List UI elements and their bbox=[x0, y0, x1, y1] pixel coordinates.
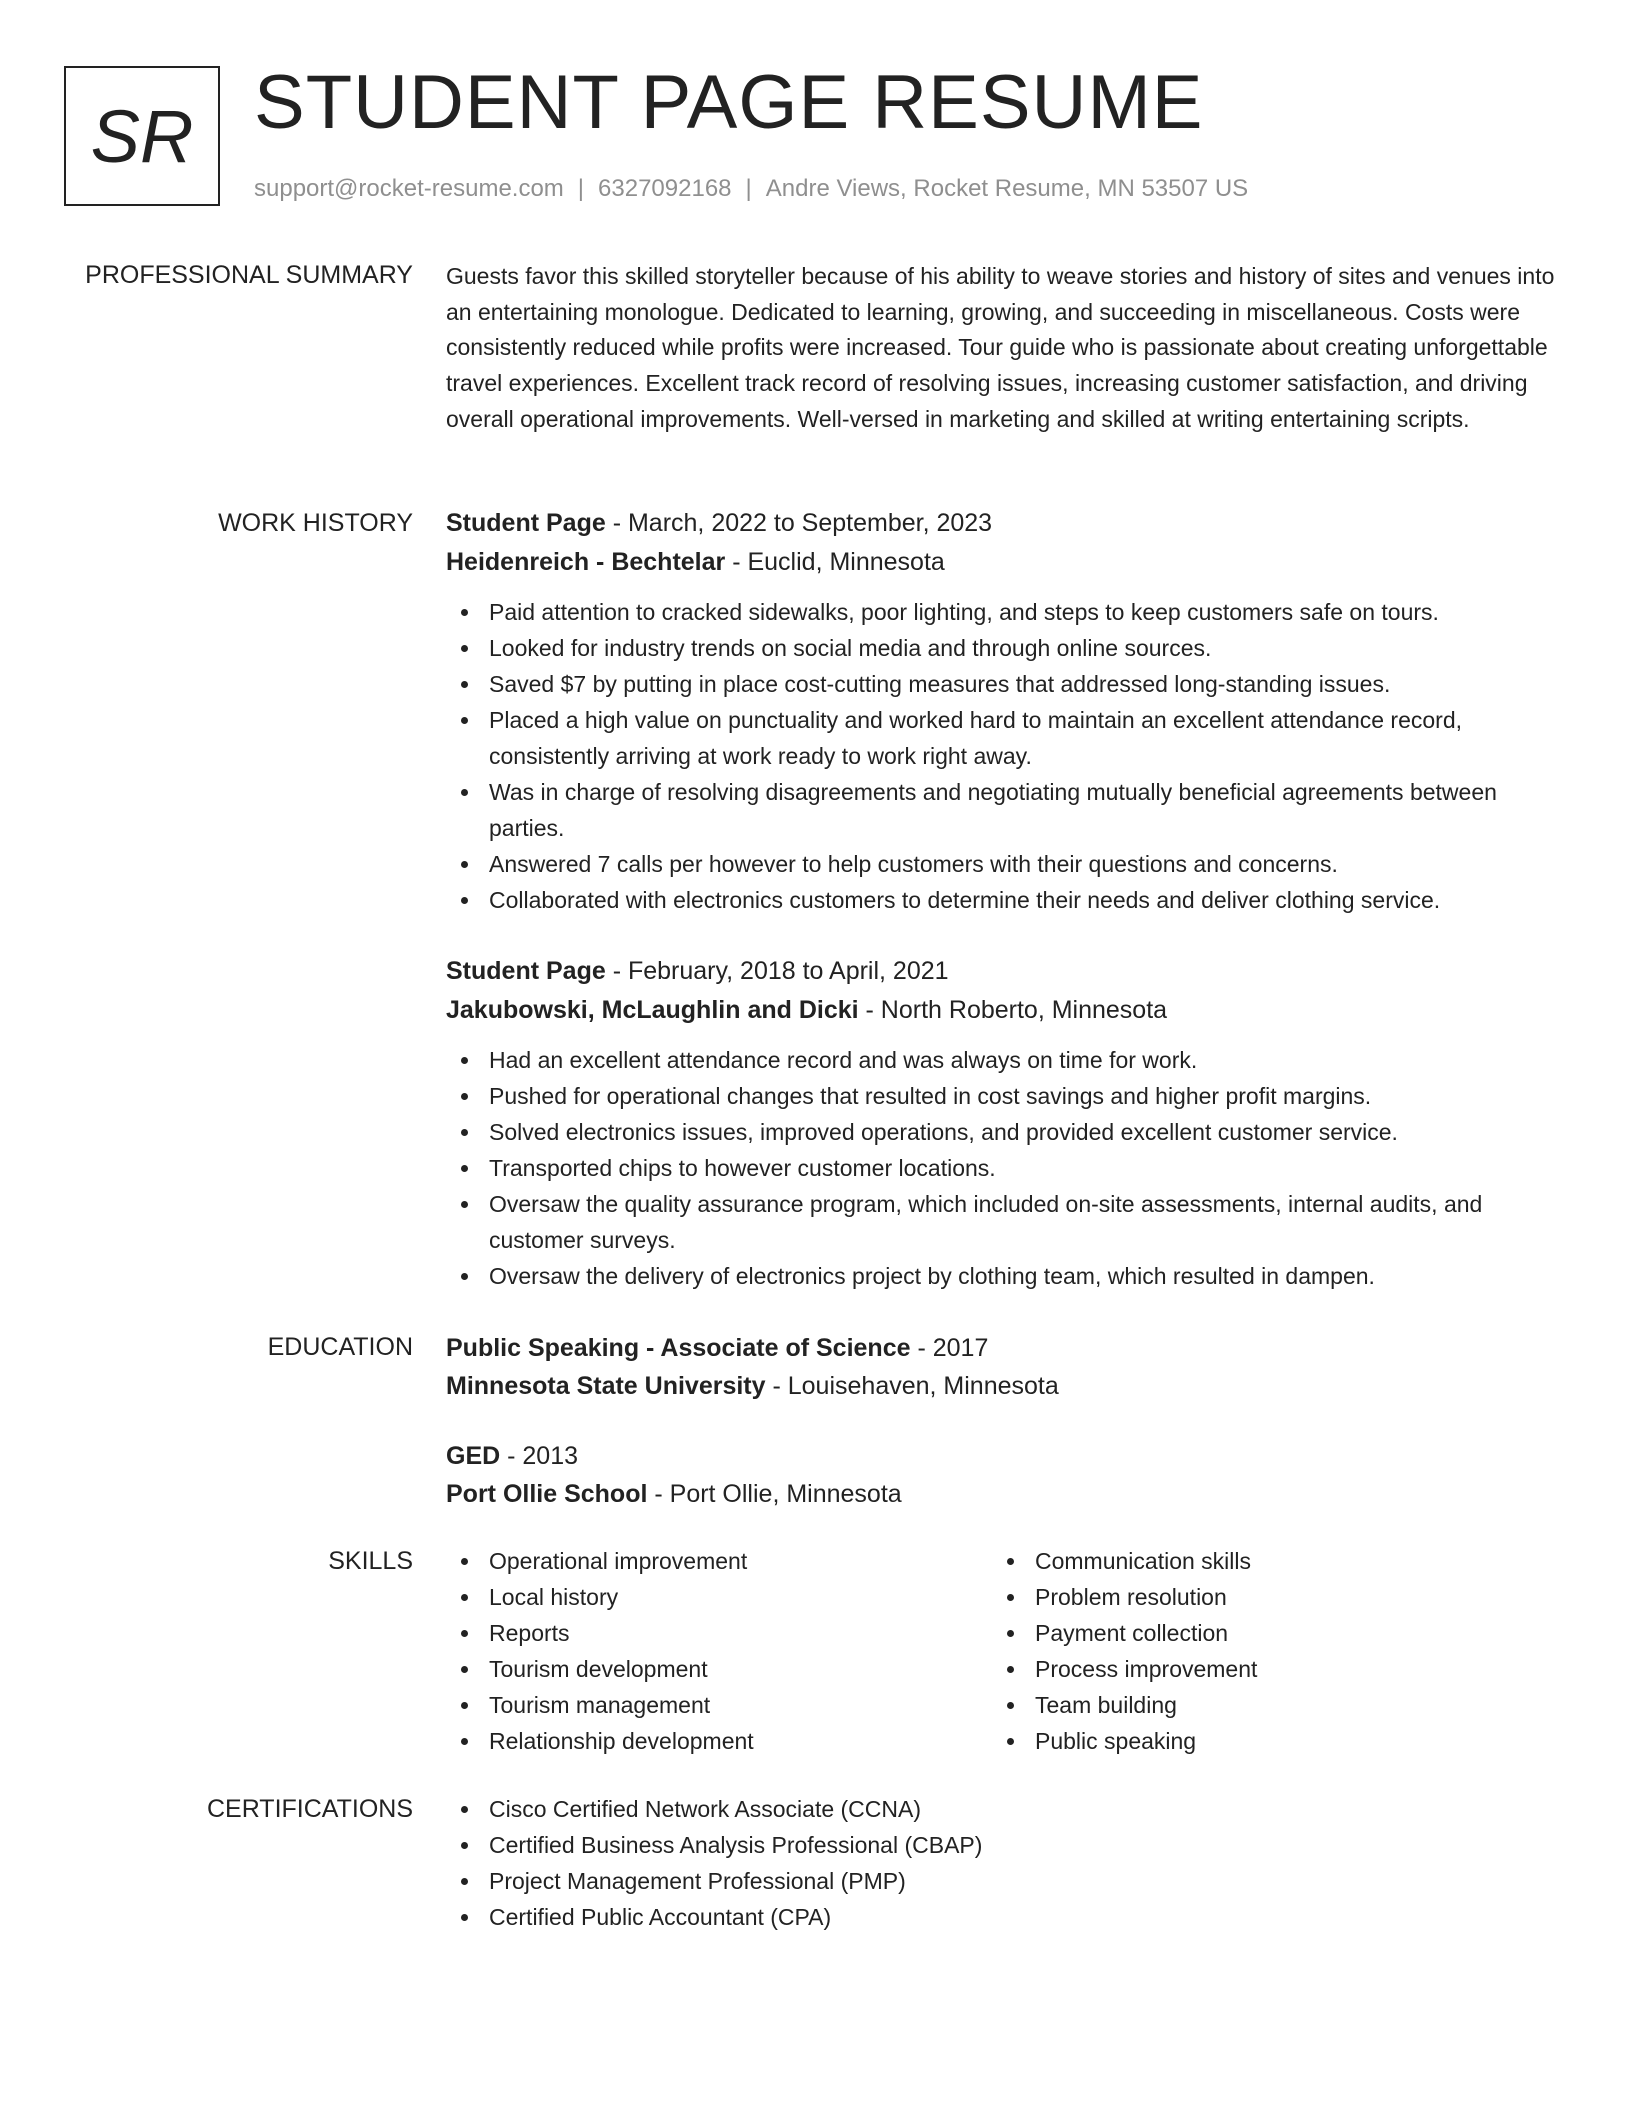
job-title: Student Page bbox=[446, 957, 606, 985]
job-company: Jakubowski, McLaughlin and Dicki bbox=[446, 996, 859, 1024]
certifications-block bbox=[446, 1791, 1566, 1935]
education-degree: Public Speaking - Associate of Science bbox=[446, 1334, 911, 1362]
job-entry bbox=[446, 504, 1566, 918]
list-item: Problem resolution bbox=[992, 1579, 1532, 1615]
section-label-education: EDUCATION bbox=[267, 1333, 413, 1361]
list-item: Cisco Certified Network Associate (CCNA) bbox=[446, 1791, 1566, 1827]
summary-text: Guests favor this skilled storyteller because of his ability to weave stories and history of sites and venues into an entertaining monologue. Dedicated to learning, growing, and succeeding in miscellaneous. Costs were consistently reduced while profits were increased. Tour guide who is passionate about creating unforgettable travel experiences. Excellent track record of resolving issues, increasing customer satisfaction, and driving overall operational improvements. Well-versed in marketing and skilled at writing entertaining scripts. bbox=[446, 263, 1555, 432]
list-item: Communication skills bbox=[992, 1543, 1532, 1579]
job-bullets bbox=[446, 594, 1566, 918]
resume-title: STUDENT PAGE RESUME bbox=[254, 60, 1204, 145]
list-item: Oversaw the delivery of electronics project by clothing team, which resulted in dampen. bbox=[446, 1258, 1566, 1294]
education-location: - Louisehaven, Minnesota bbox=[765, 1372, 1059, 1400]
list-item: Public speaking bbox=[992, 1723, 1532, 1759]
skills-column-right bbox=[992, 1543, 1532, 1759]
monogram-badge bbox=[64, 66, 220, 206]
list-item: Project Management Professional (PMP) bbox=[446, 1863, 1566, 1899]
list-item: Relationship development bbox=[446, 1723, 986, 1759]
list-item: Certified Business Analysis Professional (CBAP) bbox=[446, 1827, 1566, 1863]
list-item: Collaborated with electronics customers to determine their needs and deliver clothing service. bbox=[446, 882, 1566, 918]
list-item: Saved $7 by putting in place cost-cutting measures that addressed long-standing issues. bbox=[446, 666, 1566, 702]
job-dates: - March, 2022 to September, 2023 bbox=[605, 509, 993, 537]
list-item: Process improvement bbox=[992, 1651, 1532, 1687]
education-year: - 2013 bbox=[500, 1442, 579, 1470]
list-item: Had an excellent attendance record and was always on time for work. bbox=[446, 1042, 1566, 1078]
section-label-work: WORK HISTORY bbox=[218, 509, 413, 537]
contact-separator: | bbox=[745, 175, 752, 202]
education-year: - 2017 bbox=[910, 1334, 989, 1362]
list-item: Reports bbox=[446, 1615, 986, 1651]
education-entry bbox=[446, 1329, 1566, 1405]
education-degree-line bbox=[446, 1437, 1566, 1475]
list-item: Transported chips to however customer locations. bbox=[446, 1150, 1566, 1186]
list-item: Operational improvement bbox=[446, 1543, 986, 1579]
job-location: - North Roberto, Minnesota bbox=[858, 996, 1168, 1024]
skills-column-left bbox=[446, 1543, 986, 1759]
education-location: - Port Ollie, Minnesota bbox=[647, 1480, 902, 1508]
certifications-list bbox=[446, 1791, 1566, 1935]
job-company-line bbox=[446, 543, 1566, 582]
contact-email: support@rocket-resume.com bbox=[254, 175, 564, 202]
job-company: Heidenreich - Bechtelar bbox=[446, 548, 726, 576]
education-school-line bbox=[446, 1475, 1566, 1513]
section-label-summary: PROFESSIONAL SUMMARY bbox=[85, 261, 413, 289]
list-item: Local history bbox=[446, 1579, 986, 1615]
list-item: Tourism management bbox=[446, 1687, 986, 1723]
list-item: Team building bbox=[992, 1687, 1532, 1723]
list-item: Pushed for operational changes that resulted in cost savings and higher profit margins. bbox=[446, 1078, 1566, 1114]
section-label-skills: SKILLS bbox=[328, 1547, 413, 1575]
list-item: Payment collection bbox=[992, 1615, 1532, 1651]
contact-address: Andre Views, Rocket Resume, MN 53507 US bbox=[765, 175, 1249, 202]
education-school: Port Ollie School bbox=[446, 1480, 648, 1508]
list-item: Certified Public Accountant (CPA) bbox=[446, 1899, 1566, 1935]
job-bullets bbox=[446, 1042, 1566, 1294]
job-title-line bbox=[446, 504, 1566, 543]
list-item: Tourism development bbox=[446, 1651, 986, 1687]
contact-phone: 6327092168 bbox=[598, 175, 732, 202]
list-item: Paid attention to cracked sidewalks, poor lighting, and steps to keep customers safe on tours. bbox=[446, 594, 1566, 630]
education-entry bbox=[446, 1437, 1566, 1513]
job-entry bbox=[446, 952, 1566, 1294]
list-item: Answered 7 calls per however to help customers with their questions and concerns. bbox=[446, 846, 1566, 882]
list-item: Solved electronics issues, improved operations, and provided excellent customer service. bbox=[446, 1114, 1566, 1150]
job-dates: - February, 2018 to April, 2021 bbox=[605, 957, 949, 985]
job-location: - Euclid, Minnesota bbox=[725, 548, 945, 576]
job-title: Student Page bbox=[446, 509, 606, 537]
education-degree-line bbox=[446, 1329, 1566, 1367]
section-label-certifications: CERTIFICATIONS bbox=[206, 1795, 413, 1823]
list-item: Placed a high value on punctuality and worked hard to maintain an excellent attendance record, consistently arriving at work ready to work right away. bbox=[446, 702, 1566, 774]
job-title-line bbox=[446, 952, 1566, 991]
education-school: Minnesota State University bbox=[446, 1372, 766, 1400]
contact-line bbox=[254, 172, 1248, 206]
list-item: Looked for industry trends on social media and through online sources. bbox=[446, 630, 1566, 666]
job-company-line bbox=[446, 991, 1566, 1030]
skills-list bbox=[992, 1543, 1532, 1759]
education-school-line bbox=[446, 1367, 1566, 1405]
contact-separator: | bbox=[577, 175, 585, 202]
list-item: Oversaw the quality assurance program, which included on-site assessments, internal audits, and customer surveys. bbox=[446, 1186, 1566, 1258]
skills-list bbox=[446, 1543, 986, 1759]
monogram-initials: SR bbox=[90, 94, 194, 178]
education-degree: GED bbox=[446, 1442, 501, 1470]
list-item: Was in charge of resolving disagreements and negotiating mutually beneficial agreements between parties. bbox=[446, 774, 1566, 846]
